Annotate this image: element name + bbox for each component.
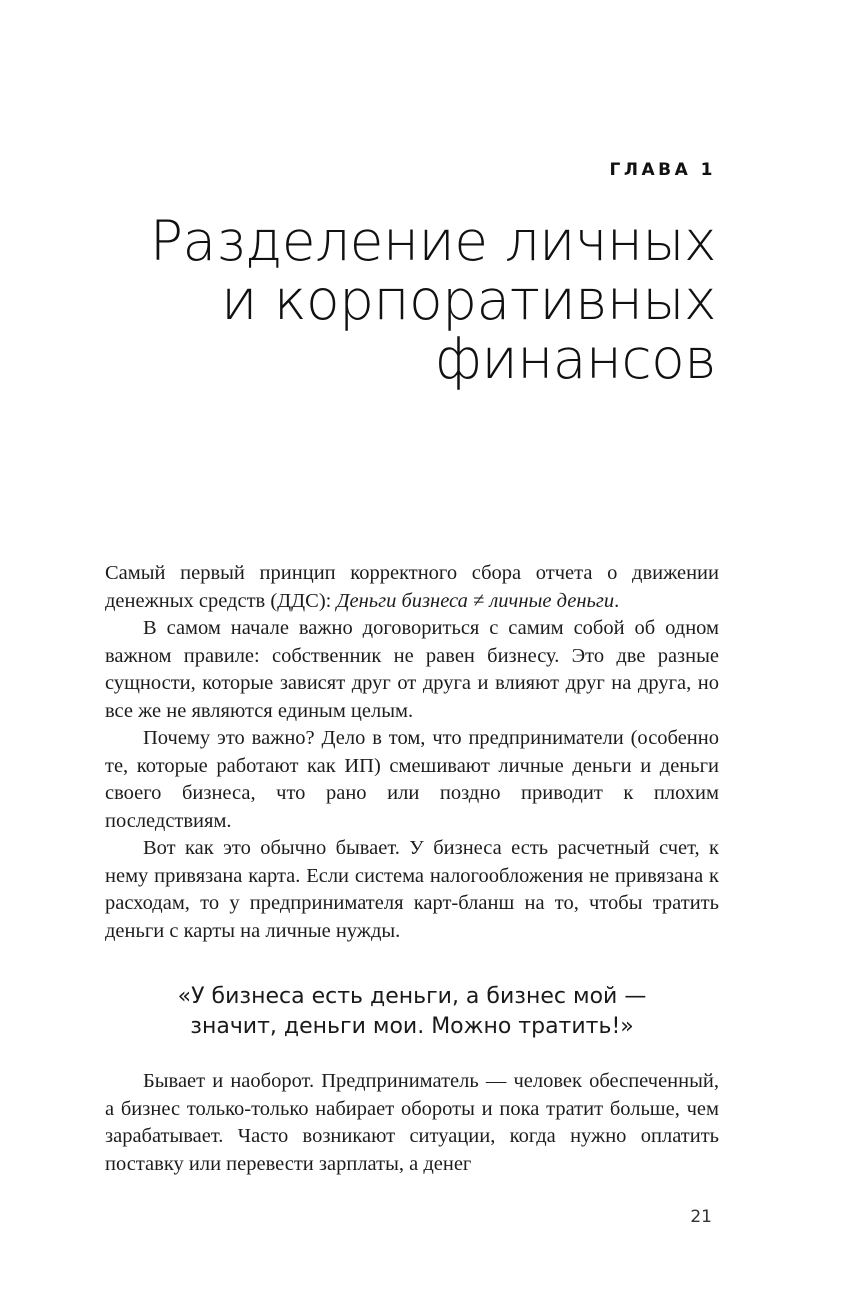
pull-quote-line: значит, деньги мои. Можно тратить!» (190, 1014, 634, 1039)
chapter-title-line: и корпоративных (221, 268, 716, 332)
body-text-block (105, 560, 719, 945)
paragraph-text: Самый первый принцип корректного сбора отчета о движении денежных средств (ДДС): (105, 562, 719, 612)
chapter-title (76, 209, 716, 391)
paragraph: Почему это важно? Дело в том, что предприниматели (особенно те, которые работают как ИП) смешивают личные деньги и деньги своего бизнеса, что рано или поздно приводит к плохим последствиям. (105, 727, 719, 832)
paragraph (105, 560, 719, 615)
paragraph: В самом начале важно договориться с самим собой об одном важном правиле: собственник не равен бизнесу. Это две разные сущности, которые зависят друг от друга и влияют друг на друга, но все же не являются единым целым. (105, 617, 719, 722)
pull-quote-line: «У бизнеса есть деньги, а бизнес мой — (177, 984, 647, 1009)
chapter-title-line: финансов (435, 327, 716, 391)
page-number: 21 (690, 1207, 712, 1227)
pull-quote (105, 982, 719, 1042)
paragraph: Бывает и наоборот. Предприниматель — человек обеспеченный, а бизнес только-только набирает обороты и пока тратит больше, чем зарабатывает. Часто возникают ситуации, когда нужно оплатить поставку или перевести зарплаты, а денег (105, 1070, 719, 1175)
paragraph: Вот как это обычно бывает. У бизнеса есть расчетный счет, к нему привязана карта. Если система налогообложения не привязана к расходам, то у предпринимателя карт-бланш на то, чтобы тратить деньги с карты на личные нужды. (105, 837, 719, 942)
chapter-title-line: Разделение личных (149, 209, 716, 273)
paragraph-emphasis: Деньги бизнеса ≠ личные деньги (336, 589, 615, 612)
chapter-label: ГЛАВА 1 (609, 160, 716, 180)
paragraph-end: . (614, 589, 620, 612)
body-text-block (105, 1068, 719, 1178)
